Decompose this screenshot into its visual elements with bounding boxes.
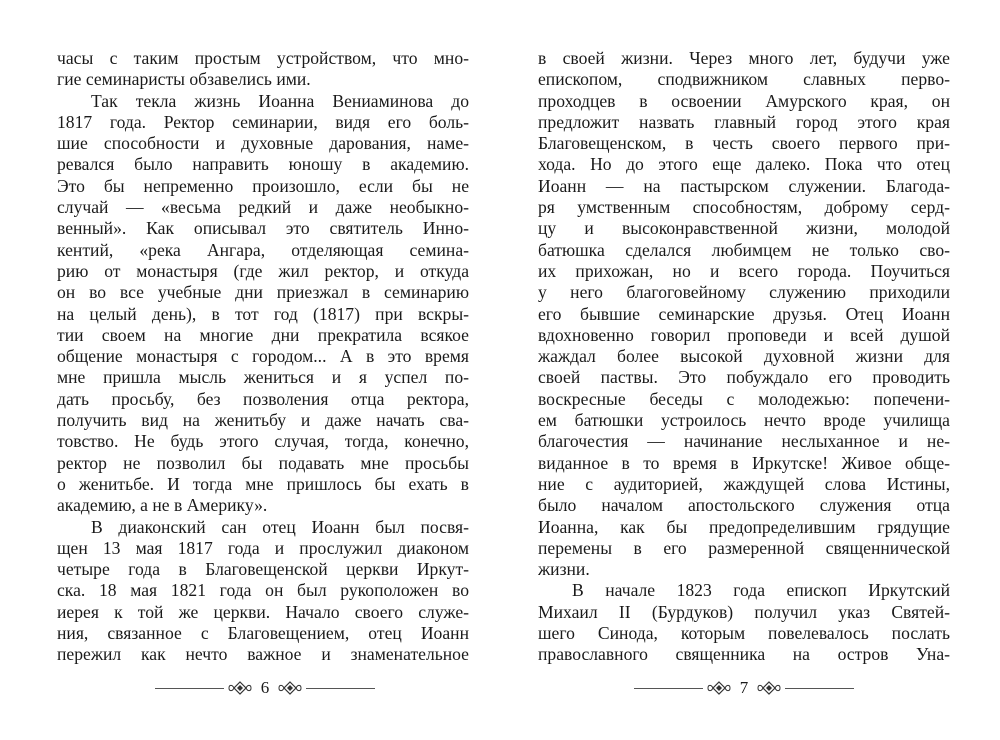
text-line: Михаил II (Бурдуков) получил указ Святей- xyxy=(538,601,950,622)
text-line: жизни. xyxy=(538,559,590,580)
text-line: воскресные беседы с молодежью: попечени- xyxy=(538,388,950,409)
text-line: в своей жизни. Через много лет, будучи уже xyxy=(538,48,950,68)
text-line: Иоанна, как бы предопределившим грядущие xyxy=(538,516,950,537)
text-line: мне пришла мысль жениться и я успел по- xyxy=(57,367,469,388)
text-line: было началом апостольского служения отца xyxy=(538,495,950,516)
ornament-icon xyxy=(757,681,781,695)
text-line: Это бы непременно произошло, если бы не xyxy=(57,175,469,196)
text-line: жаждал более высокой духовной жизни для xyxy=(538,346,950,367)
page-number: 7 xyxy=(739,678,749,697)
text-line: епископом, сподвижником славных перво- xyxy=(538,69,950,90)
page-number: 6 xyxy=(260,678,270,697)
text-line: ревался было направить юношу в академию. xyxy=(57,154,469,175)
text-line: ние с аудиторией, жаждущей слова Истины, xyxy=(538,473,950,494)
text-line: перемены в его размеренной священнической xyxy=(538,537,950,558)
left-page-footer xyxy=(155,676,375,700)
text-line: ректор не позволил бы подавать мне просьбы xyxy=(57,452,469,473)
text-line: на целый день), в тот год (1817) при вскры- xyxy=(57,303,469,324)
text-line: венный». Как описывал это святитель Инно- xyxy=(57,218,469,239)
text-line: товство. Не будь этого случая, тогда, конечно, xyxy=(57,431,469,452)
text-line: ска. 18 мая 1821 года он был рукоположен во xyxy=(57,580,469,601)
text-line: Благовещенском, в честь своего первого при- xyxy=(538,133,950,154)
text-line: проходцев в освоении Амурского края, он xyxy=(538,90,950,111)
text-line: он во все учебные дни приезжал в семинарию xyxy=(57,282,469,303)
text-line: ем батюшки устроилось нечто вроде училища xyxy=(538,410,950,431)
text-line: пережил как нечто важное и знаменательное xyxy=(57,644,469,665)
ornament-icon xyxy=(228,681,252,695)
text-line: иерея к той же церкви. Начало своего служе- xyxy=(57,601,469,622)
right-page-text xyxy=(538,48,950,666)
ornament-icon xyxy=(707,681,731,695)
text-line: 1817 года. Ректор семинарии, видя его боль- xyxy=(57,111,469,132)
text-line: Иоанн — на пастырском служении. Благода- xyxy=(538,175,950,196)
text-line: предложит назвать главный город этого края xyxy=(538,111,950,132)
text-line: часы с таким простым устройством, что мно- xyxy=(57,48,469,68)
text-line: получить вид на женитьбу и даже начать сва- xyxy=(57,410,469,431)
right-page-footer xyxy=(634,676,854,700)
footer-rule xyxy=(634,688,703,689)
text-line: ния, связанное с Благовещением, отец Иоанн xyxy=(57,623,469,644)
ornament-icon xyxy=(278,681,302,695)
text-line: шие способности и духовные дарования, наме- xyxy=(57,133,469,154)
left-page-text xyxy=(57,48,469,666)
text-line: у него благоговейному служению приходили xyxy=(538,282,950,303)
text-line: хода. Но до этого еще далеко. Пока что отец xyxy=(538,154,950,175)
text-line: общение монастыря с городом... А в это время xyxy=(57,346,469,367)
text-line: В начале 1823 года епископ Иркутский xyxy=(572,580,950,601)
text-line: виданное в то время в Иркутске! Живое обще- xyxy=(538,452,950,473)
text-line: дать просьбу, без позволения отца ректора, xyxy=(57,388,469,409)
text-line: ря умственным способностям, доброму серд- xyxy=(538,197,950,218)
footer-rule xyxy=(785,688,854,689)
text-line: их прихожан, но и всего города. Поучиться xyxy=(538,260,950,281)
text-line: гие семинаристы обзавелись ими. xyxy=(57,69,311,90)
text-line: цу и высоконравственной жизни, молодой xyxy=(538,218,950,239)
text-line: кентий, «река Ангара, отделяющая семина- xyxy=(57,239,469,260)
text-line: академию, а не в Америку». xyxy=(57,495,268,516)
text-line: о женитьбе. И тогда мне пришлось бы ехать в xyxy=(57,473,469,494)
text-line: вдохновенно говорил проповеди и всей душой xyxy=(538,324,950,345)
text-line: его бывшие семинарские друзья. Отец Иоанн xyxy=(538,303,950,324)
text-line: тии своем на многие дни прекратила всякое xyxy=(57,324,469,345)
text-line: своей паствы. Это побуждало его проводить xyxy=(538,367,950,388)
text-line: рию от монастыря (где жил ректор, и откуда xyxy=(57,260,469,281)
text-line: случай — «весьма редкий и даже необыкно- xyxy=(57,197,469,218)
text-line: щен 13 мая 1817 года и прослужил диаконом xyxy=(57,537,469,558)
footer-rule xyxy=(155,688,224,689)
text-line: четыре года в Благовещенской церкви Иркут- xyxy=(57,559,469,580)
text-line: Так текла жизнь Иоанна Вениаминова до xyxy=(91,90,469,111)
text-line: батюшка сделался любимцем не только сво- xyxy=(538,239,950,260)
text-line: В диаконский сан отец Иоанн был посвя- xyxy=(91,516,469,537)
footer-rule xyxy=(306,688,375,689)
text-line: православного священника на остров Уна- xyxy=(538,644,950,665)
text-line: шего Синода, которым повелевалось послать xyxy=(538,623,950,644)
text-line: благочестия — начинание неслыханное и не- xyxy=(538,431,950,452)
